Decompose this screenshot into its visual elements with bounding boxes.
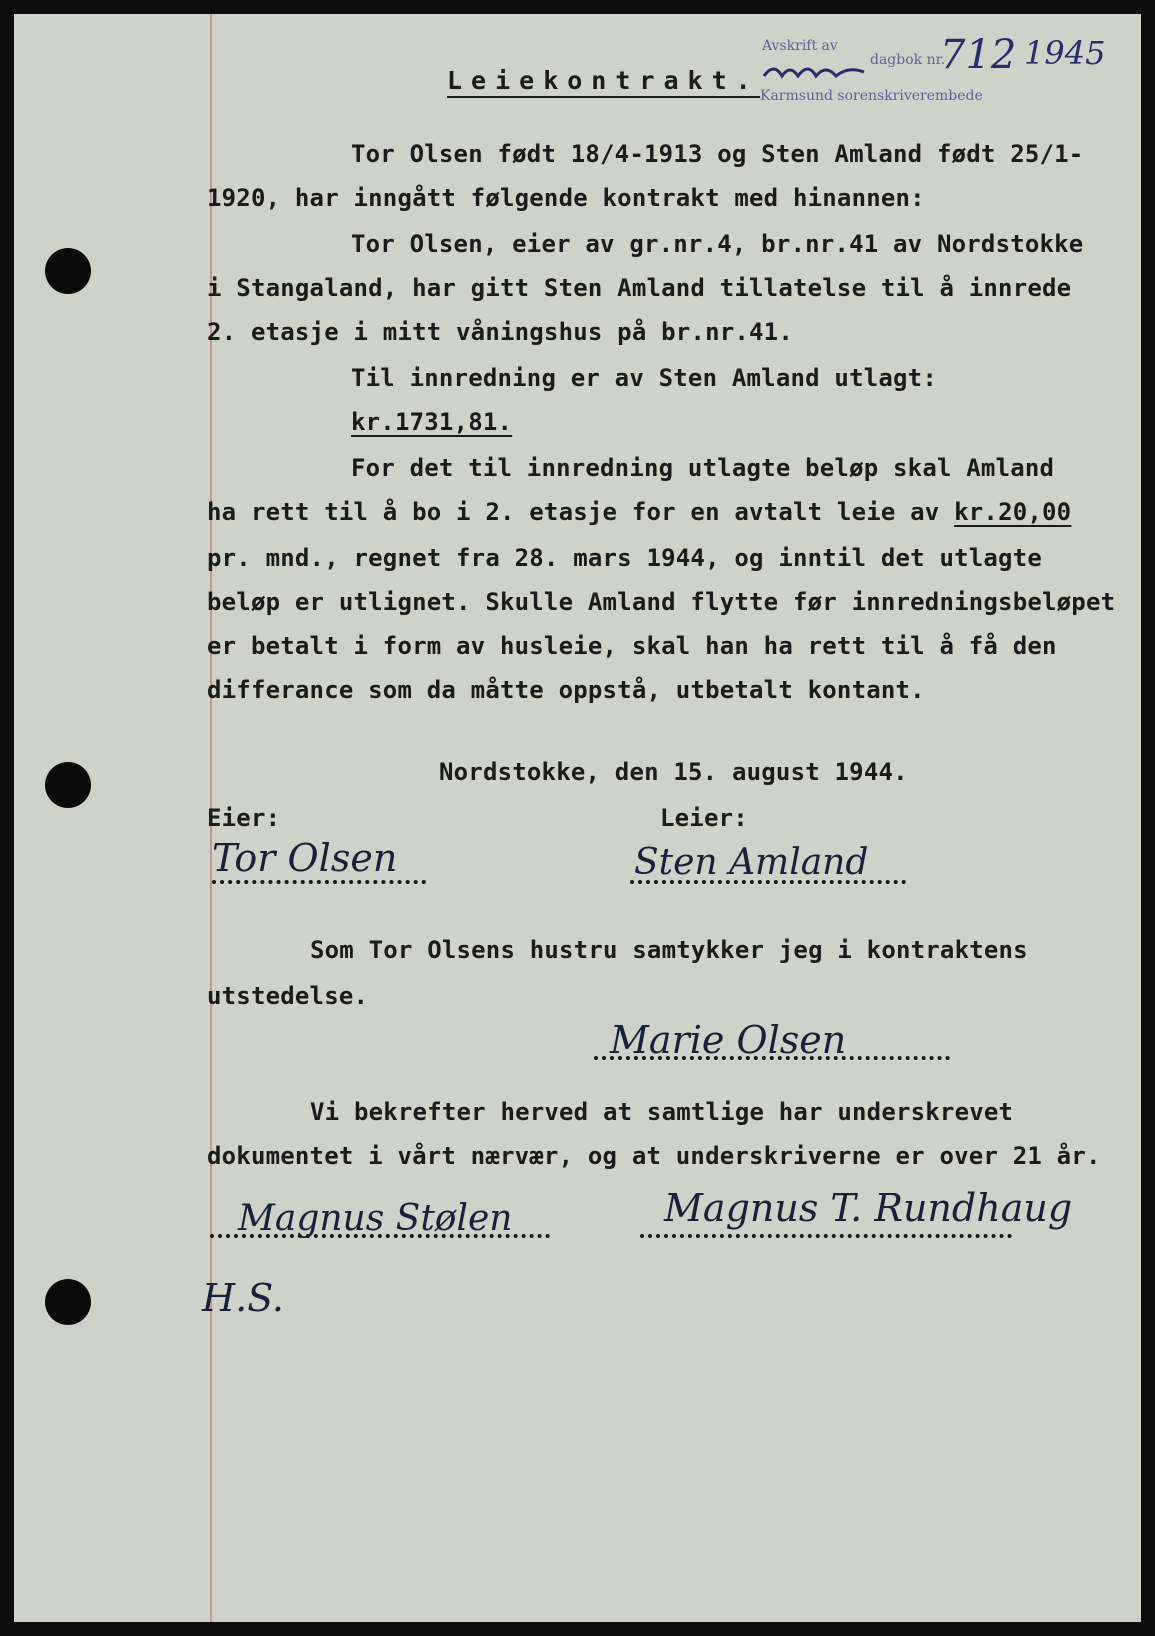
document-page — [14, 14, 1141, 1622]
text-line: Vi bekrefter herved at samtlige har underskrevet — [310, 1098, 1014, 1126]
tenant-signature: Sten Amland — [634, 842, 869, 883]
text-line: Til innredning er av Sten Amland utlagt: — [351, 364, 937, 392]
stamp-number: 712 — [940, 32, 1017, 78]
text-line: dokumentet i vårt nærvær, og at underskriverne er over 21 år. — [207, 1142, 1101, 1170]
stamp-office: Karmsund sorenskriverembede — [760, 88, 983, 104]
text-line: i Stangaland, har gitt Sten Amland tillatelse til å innrede — [207, 274, 1072, 302]
witness1-signature-line — [210, 1234, 550, 1238]
text-line: Tor Olsen født 18/4-1913 og Sten Amland født 25/1- — [351, 140, 1084, 168]
text-line: Tor Olsen, eier av gr.nr.4, br.nr.41 av Nordstokke — [351, 230, 1084, 258]
tenant-signature-line — [630, 880, 906, 884]
text-line — [207, 498, 1071, 526]
tenant-label: Leier: — [660, 804, 748, 832]
stamp-avskrift: Avskrift av — [762, 38, 838, 54]
text-line: differance som da måtte oppstå, utbetalt kontant. — [207, 676, 925, 704]
witness2-signature: Magnus T. Rundhaug — [664, 1186, 1073, 1230]
wife-signature: Marie Olsen — [610, 1018, 847, 1062]
punch-hole — [45, 1279, 91, 1325]
punch-hole — [45, 248, 91, 294]
owner-signature: Tor Olsen — [212, 836, 398, 880]
stamp-year: 1945 — [1024, 34, 1106, 72]
text-line: beløp er utlignet. Skulle Amland flytte før innredningsbeløpet — [207, 588, 1116, 616]
punch-hole — [45, 762, 91, 808]
text-line: 2. etasje i mitt våningshus på br.nr.41. — [207, 318, 793, 346]
stamp-scribble — [760, 58, 870, 84]
text-line: pr. mnd., regnet fra 28. mars 1944, og inntil det utlagte — [207, 544, 1043, 572]
witness1-signature: Magnus Stølen — [238, 1198, 513, 1239]
place-date: Nordstokke, den 15. august 1944. — [439, 758, 908, 786]
stamp-dagbok-label: dagbok nr. — [870, 52, 946, 68]
initials-signature: H.S. — [202, 1276, 284, 1320]
owner-label: Eier: — [207, 804, 281, 832]
witness2-signature-line — [640, 1234, 1012, 1238]
text-line: For det til innredning utlagte beløp skal Amland — [351, 454, 1055, 482]
wife-signature-line — [594, 1056, 950, 1060]
amount-line: kr.1731,81. — [351, 408, 513, 436]
document-title: Leiekontrakt. — [447, 66, 760, 98]
text-line: er betalt i form av husleie, skal han ha rett til å få den — [207, 632, 1057, 660]
text-line: utstedelse. — [207, 982, 369, 1010]
rent-amount: kr.20,00 — [954, 498, 1072, 526]
text-line: Som Tor Olsens hustru samtykker jeg i kontraktens — [310, 936, 1028, 964]
owner-signature-line — [212, 880, 426, 884]
text-span: ha rett til å bo i 2. etasje for en avtalt leie av — [207, 498, 955, 526]
text-line: 1920, har inngått følgende kontrakt med hinannen: — [207, 184, 925, 212]
